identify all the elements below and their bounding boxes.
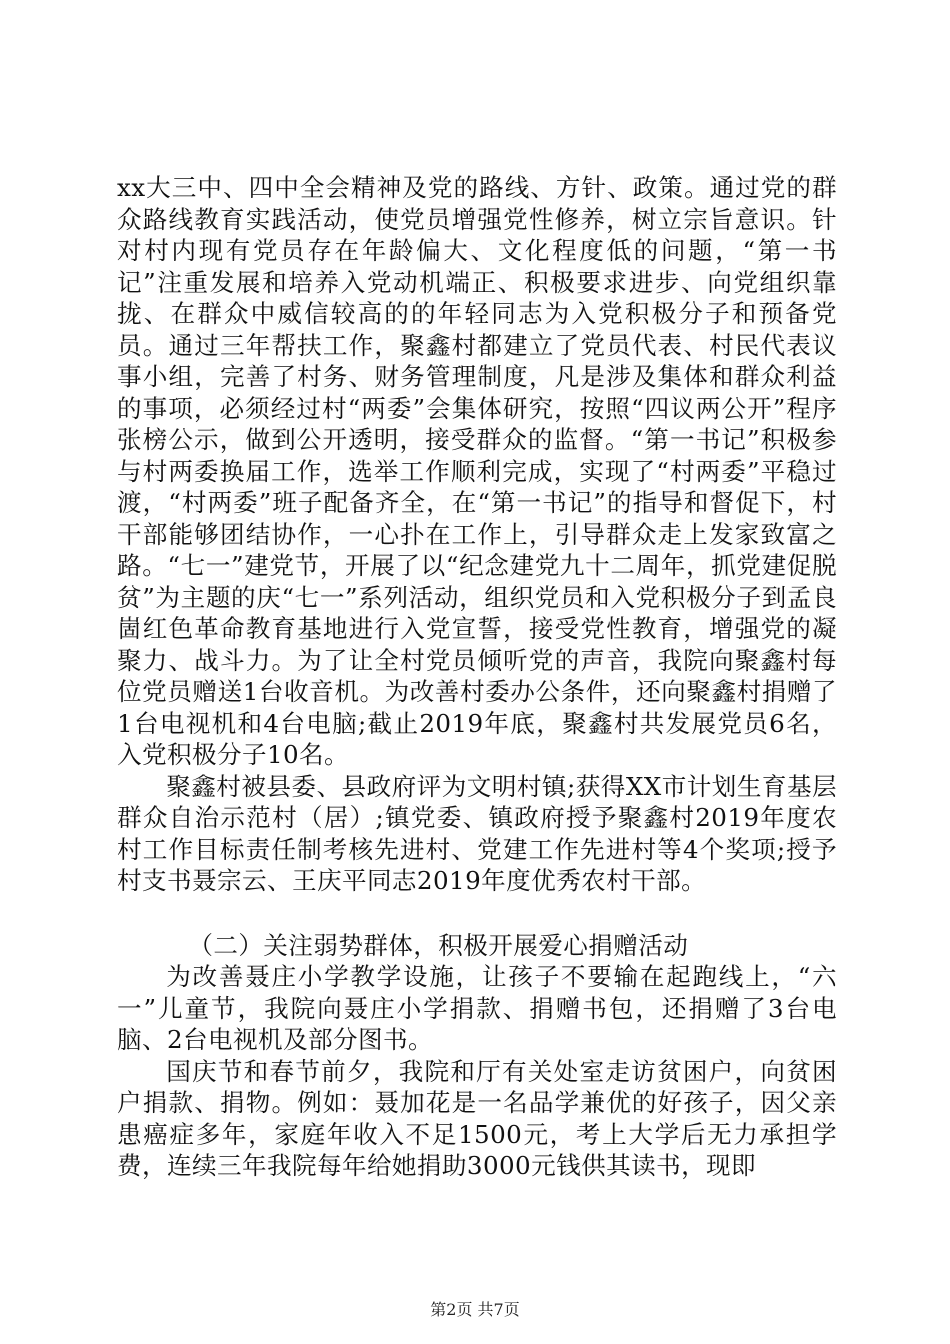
paragraph-spacer [117, 897, 837, 930]
body-paragraph-continued: xx大三中、四中全会精神及党的路线、方针、政策。通过党的群众路线教育实践活动，使党员增强党性修养，树立宗旨意识。针对村内现有党员存在年龄偏大、文化程度低的问题，“第一书记”注重发展和培养入党动机端正、积极要求进步、向党组织靠拢、在群众中威信较高的的年轻同志为入党积极分子和预备党员。通过三年帮扶工作，聚鑫村都建立了党员代表、村民代表议事小组，完善了村务、财务管理制度，凡是涉及集体和群众利益的事项，必须经过村“两委”会集体研究，按照“四议两公开”程序张榜公示，做到公开透明，接受群众的监督。“第一书记”积极参与村两委换届工作，选举工作顺利完成，实现了“村两委”平稳过渡，“村两委”班子配备齐全，在“第一书记”的指导和督促下，村干部能够团结协作，一心扑在工作上，引导群众走上发家致富之路。“七一”建党节，开展了以“纪念建党九十二周年，抓党建促脱贫”为主题的庆“七一”系列活动，组织党员和入党积极分子到孟良崮红色革命教育基地进行入党宣誓，接受党性教育，增强党的凝聚力、战斗力。为了让全村党员倾听党的声音，我院向聚鑫村每位党员赠送1台收音机。为改善村委办公条件，还向聚鑫村捐赠了1台电视机和4台电脑;截止2019年底，聚鑫村共发展党员6名，入党积极分子10名。 [117, 173, 837, 769]
body-paragraph-school-donation: 为改善聂庄小学教学设施，让孩子不要输在起跑线上，“六一”儿童节，我院向聂庄小学捐款、捐赠书包，还捐赠了3台电脑、2台电视机及部分图书。 [117, 962, 837, 1054]
section-heading: （二）关注弱势群体，积极开展爱心捐赠活动 [188, 930, 689, 960]
document-body [117, 172, 837, 1182]
body-paragraph-poverty-visits: 国庆节和春节前夕，我院和厅有关处室走访贫困户，向贫困户捐款、捐物。例如：聂加花是一名品学兼优的好孩子，因父亲患癌症多年，家庭年收入不足1500元，考上大学后无力承担学费，连续三年我院每年给她捐助3000元钱供其读书，现即 [117, 1056, 837, 1180]
body-paragraph-honors: 聚鑫村被县委、县政府评为文明村镇;获得XX市计划生育基层群众自治示范村（居）;镇党委、镇政府授予聚鑫村2019年度农村工作目标责任制考核先进村、党建工作先进村等4个奖项;授予村支书聂宗云、王庆平同志2019年度优秀农村干部。 [117, 771, 837, 895]
page-number-footer: 第2页 共7页 [430, 1300, 520, 1319]
